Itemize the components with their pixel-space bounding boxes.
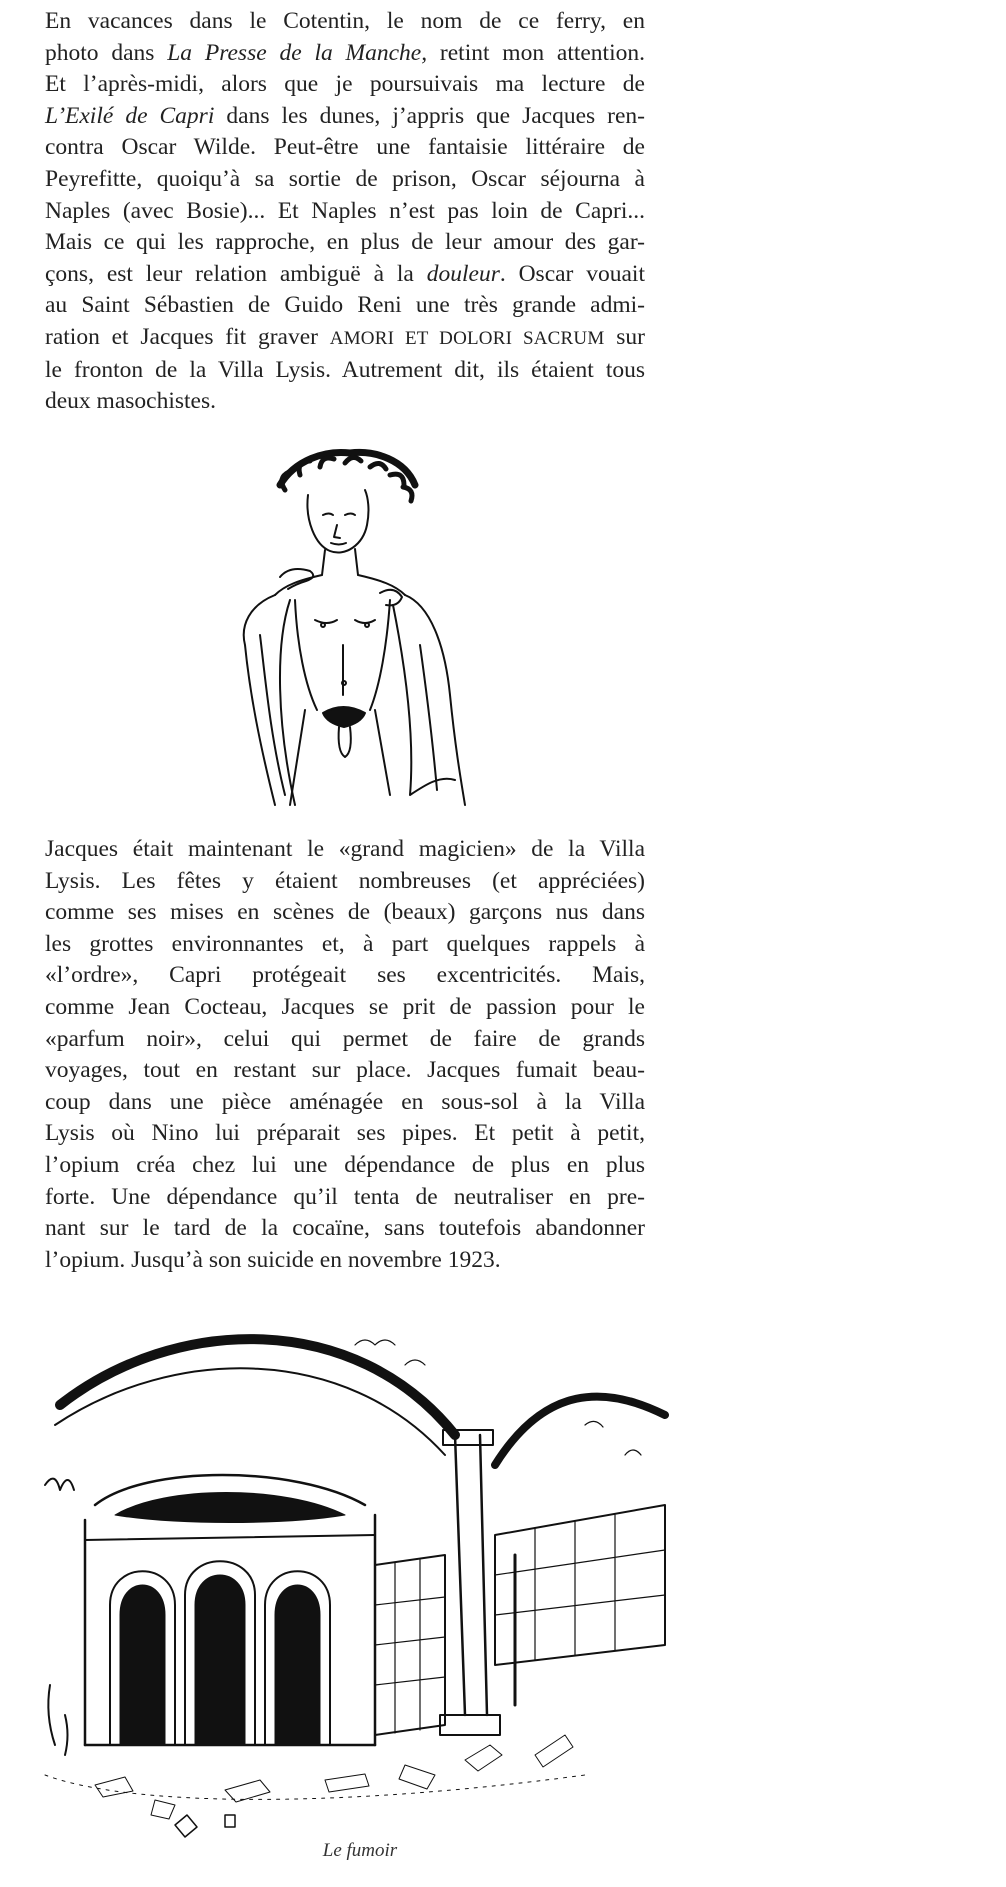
- text-line: coup dans une pièce aménagée en sous-sol à la Villa: [45, 1088, 645, 1115]
- text-line: Naples (avec Bosie)... Et Naples n’est pas loin de Capri...: [45, 197, 645, 224]
- text-line: Peyrefitte, quoiqu’à sa sortie de prison, Oscar séjourna à: [45, 165, 645, 192]
- text-line: voyages, tout en restant sur place. Jacques fumait beau-: [45, 1057, 645, 1084]
- text-line: En vacances dans le Cotentin, le nom de ce ferry, en: [45, 8, 645, 34]
- text-line: nant sur le tard de la cocaïne, sans toutefois abandonner: [45, 1215, 645, 1242]
- emphasis-douleur: douleur: [426, 260, 500, 287]
- text-line: comme ses mises en scènes de (beaux) garçons nus dans: [45, 899, 645, 926]
- text-line: au Saint Sébastien de Guido Reni une très grande admi-: [45, 292, 645, 319]
- text-line: les grottes environnantes et, à part quelques rappels à: [45, 930, 645, 957]
- figure-caption: Le fumoir: [322, 1840, 398, 1861]
- text-line: Lysis où Nino lui préparait ses pipes. Et petit à petit,: [45, 1120, 645, 1147]
- illustration-ruined-smoking-room: [25, 1305, 705, 1845]
- text-line: Mais ce qui les rapproche, en plus de leur amour des gar-: [45, 229, 645, 256]
- newspaper-title: La Presse de la Manche,: [167, 39, 428, 66]
- paragraph-villa-lysis: [45, 834, 645, 1276]
- text-line: contra Oscar Wilde. Peut-être une fantaisie littéraire de: [45, 134, 645, 161]
- text-line: deux masochistes.: [45, 388, 216, 415]
- text-line: l’opium créa chez lui une dépendance de plus en plus: [45, 1151, 645, 1178]
- text-line: Jacques était maintenant le «grand magicien» de la Villa: [45, 836, 645, 862]
- text-line: Lysis. Les fêtes y étaient nombreuses (et appréciées): [45, 867, 645, 894]
- text-line: l’opium. Jusqu’à son suicide en novembre 1923.: [45, 1246, 501, 1273]
- paragraph-ferry-wilde: [45, 6, 645, 418]
- text-line: «l’ordre», Capri protégeait ses excentricités. Mais,: [45, 962, 645, 989]
- text-line: L’Exilé de Capri dans les dunes, j’appris que Jacques ren-: [45, 102, 646, 129]
- text-line: ration et Jacques fit graver AMORI ET DOLORI SACRUM sur: [45, 323, 645, 350]
- text-line: comme Jean Cocteau, Jacques se prit de passion pour le: [45, 993, 645, 1020]
- text-line: forte. Une dépendance qu’il tenta de neutraliser en pre-: [45, 1183, 645, 1210]
- illustration-crowned-figure: [205, 445, 495, 815]
- book-title: L’Exilé de Capri: [45, 102, 215, 129]
- motto-small-caps: AMORI ET DOLORI SACRUM: [329, 327, 605, 349]
- text-line: «parfum noir», celui qui permet de faire de grands: [45, 1025, 645, 1052]
- text-line: photo dans La Presse de la Manche, retint mon attention.: [45, 39, 645, 66]
- text-line: le fronton de la Villa Lysis. Autrement dit, ils étaient tous: [45, 356, 645, 383]
- text-line: çons, est leur relation ambiguë à la douleur. Oscar vouait: [45, 260, 645, 287]
- text-line: Et l’après-midi, alors que je poursuivais ma lecture de: [45, 71, 645, 98]
